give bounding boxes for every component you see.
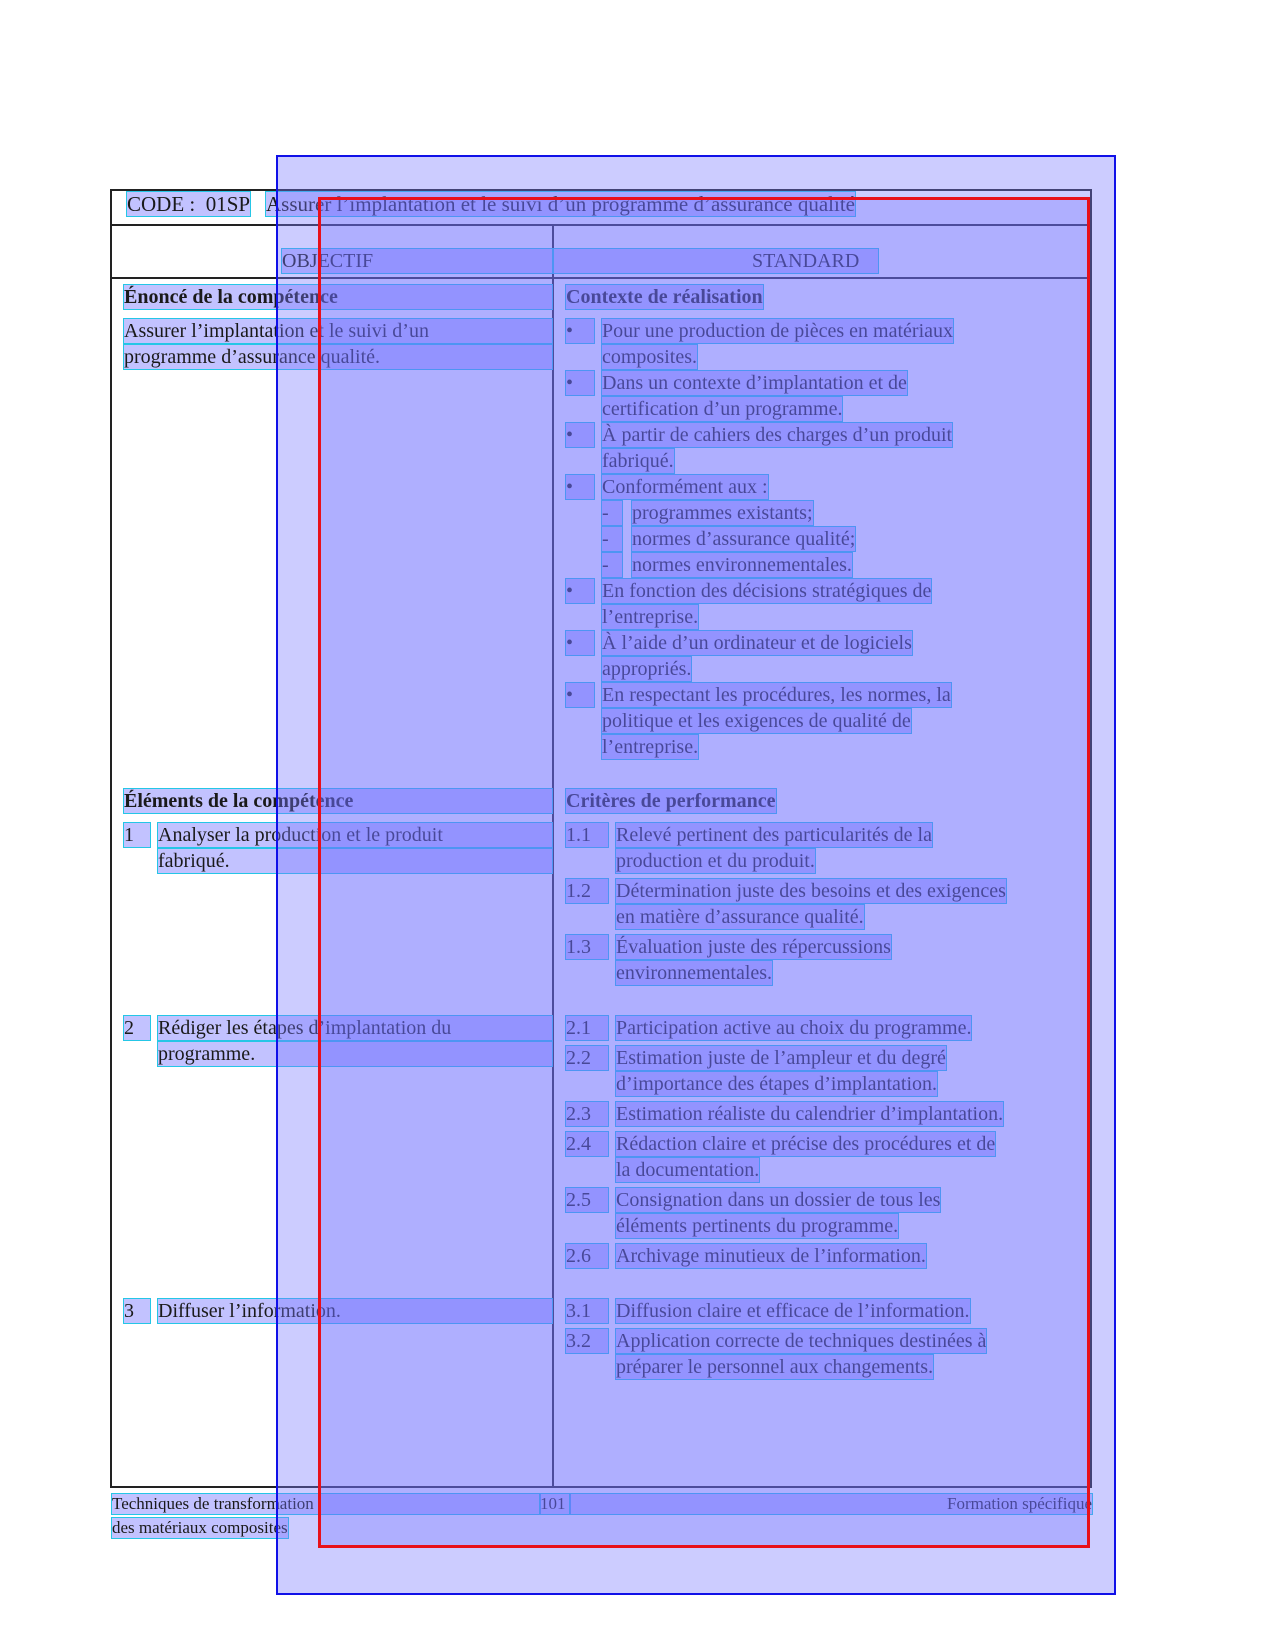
critere-line: Application correcte de techniques destinées à bbox=[616, 1330, 987, 1352]
context-line: En respectant les procédures, les normes, la bbox=[602, 684, 951, 706]
element-number: 2 bbox=[124, 1016, 150, 1040]
element-line: fabriqué. bbox=[158, 849, 552, 873]
critere-line: environnementales. bbox=[616, 962, 773, 984]
critere-line: Participation active au choix du programme. bbox=[616, 1017, 972, 1039]
element-number: 1 bbox=[124, 823, 150, 847]
bullet-icon: • bbox=[566, 423, 594, 447]
critere-line: production et du produit. bbox=[616, 850, 815, 872]
critere-line: Diffusion claire et efficace de l’information. bbox=[616, 1300, 970, 1322]
dash-icon: - bbox=[602, 501, 622, 525]
context-line: certification d’un programme. bbox=[602, 398, 843, 420]
critere-line: Évaluation juste des répercussions bbox=[616, 936, 891, 958]
code-label: CODE : 01SP bbox=[127, 192, 251, 216]
critere-line: Archivage minutieux de l’information. bbox=[616, 1245, 926, 1267]
critere-line: préparer le personnel aux changements. bbox=[616, 1356, 934, 1378]
enonce-heading: Énoncé de la compétence bbox=[124, 285, 552, 309]
sub-item: programmes existants; bbox=[632, 502, 813, 524]
element-line: Rédiger les étapes d’implantation du bbox=[158, 1016, 552, 1040]
footer-section: Formation spécifique bbox=[570, 1494, 1092, 1514]
critere-number: 1.3 bbox=[566, 935, 608, 959]
footer-program-line: des matériaux composites bbox=[112, 1518, 288, 1537]
element-number: 3 bbox=[124, 1299, 150, 1323]
sub-item: normes d’assurance qualité; bbox=[632, 528, 856, 550]
elements-heading: Éléments de la compétence bbox=[124, 789, 552, 813]
element-line: Diffuser l’information. bbox=[158, 1299, 552, 1323]
context-line: Pour une production de pièces en matériaux bbox=[602, 320, 953, 342]
enonce-line: programme d’assurance qualité. bbox=[124, 345, 552, 369]
column-header-objectif: OBJECTIF bbox=[282, 249, 552, 273]
context-line: appropriés. bbox=[602, 658, 692, 680]
critere-number: 1.2 bbox=[566, 879, 608, 903]
element-line: Analyser la production et le produit bbox=[158, 823, 552, 847]
critere-number: 3.1 bbox=[566, 1299, 608, 1323]
critere-number: 1.1 bbox=[566, 823, 608, 847]
context-line: À l’aide d’un ordinateur et de logiciels bbox=[602, 632, 912, 654]
footer-program-line: Techniques de transformation bbox=[112, 1494, 540, 1514]
critere-number: 2.1 bbox=[566, 1016, 608, 1040]
critere-number: 2.6 bbox=[566, 1244, 608, 1268]
inner-selection-box bbox=[318, 197, 1090, 1548]
critere-line: Rédaction claire et précise des procédures et de bbox=[616, 1133, 996, 1155]
bullet-icon: • bbox=[566, 319, 594, 343]
context-line: À partir de cahiers des charges d’un produit bbox=[602, 424, 953, 446]
bullet-icon: • bbox=[566, 579, 594, 603]
sub-item: normes environnementales. bbox=[632, 554, 852, 576]
critere-number: 2.5 bbox=[566, 1188, 608, 1212]
context-line: composites. bbox=[602, 346, 697, 368]
critere-line: Consignation dans un dossier de tous les bbox=[616, 1189, 941, 1211]
criteres-heading: Critères de performance bbox=[566, 790, 776, 812]
critere-line: Détermination juste des besoins et des exigences bbox=[616, 880, 1006, 902]
element-line: programme. bbox=[158, 1042, 552, 1066]
context-line: fabriqué. bbox=[602, 450, 674, 472]
context-line: l’entreprise. bbox=[602, 606, 699, 628]
bullet-icon: • bbox=[566, 683, 594, 707]
critere-number: 2.4 bbox=[566, 1132, 608, 1156]
critere-line: d’importance des étapes d’implantation. bbox=[616, 1073, 938, 1095]
bullet-icon: • bbox=[566, 371, 594, 395]
dash-icon: - bbox=[602, 553, 622, 577]
critere-line: Estimation réaliste du calendrier d’implantation. bbox=[616, 1103, 1004, 1125]
context-line: Conformément aux : bbox=[602, 476, 768, 498]
critere-line: Relevé pertinent des particularités de la bbox=[616, 824, 932, 846]
critere-line: Estimation juste de l’ampleur et du degré bbox=[616, 1047, 946, 1069]
bullet-icon: • bbox=[566, 475, 594, 499]
critere-number: 2.2 bbox=[566, 1046, 608, 1070]
context-line: politique et les exigences de qualité de bbox=[602, 710, 911, 732]
critere-line: la documentation. bbox=[616, 1159, 760, 1181]
dash-icon: - bbox=[602, 527, 622, 551]
enonce-line: Assurer l’implantation et le suivi d’un bbox=[124, 319, 552, 343]
column-header-standard: STANDARD bbox=[554, 249, 878, 273]
competency-title: Assurer l’implantation et le suivi d’un programme d’assurance qualité bbox=[266, 192, 855, 216]
page-number: 101 bbox=[540, 1494, 570, 1514]
critere-line: éléments pertinents du programme. bbox=[616, 1215, 899, 1237]
critere-line: en matière d’assurance qualité. bbox=[616, 906, 864, 928]
critere-number: 2.3 bbox=[566, 1102, 608, 1126]
critere-number: 3.2 bbox=[566, 1329, 608, 1353]
context-line: Dans un contexte d’implantation et de bbox=[602, 372, 907, 394]
contexte-heading: Contexte de réalisation bbox=[566, 286, 763, 308]
context-line: En fonction des décisions stratégiques de bbox=[602, 580, 932, 602]
context-line: l’entreprise. bbox=[602, 736, 699, 758]
bullet-icon: • bbox=[566, 631, 594, 655]
